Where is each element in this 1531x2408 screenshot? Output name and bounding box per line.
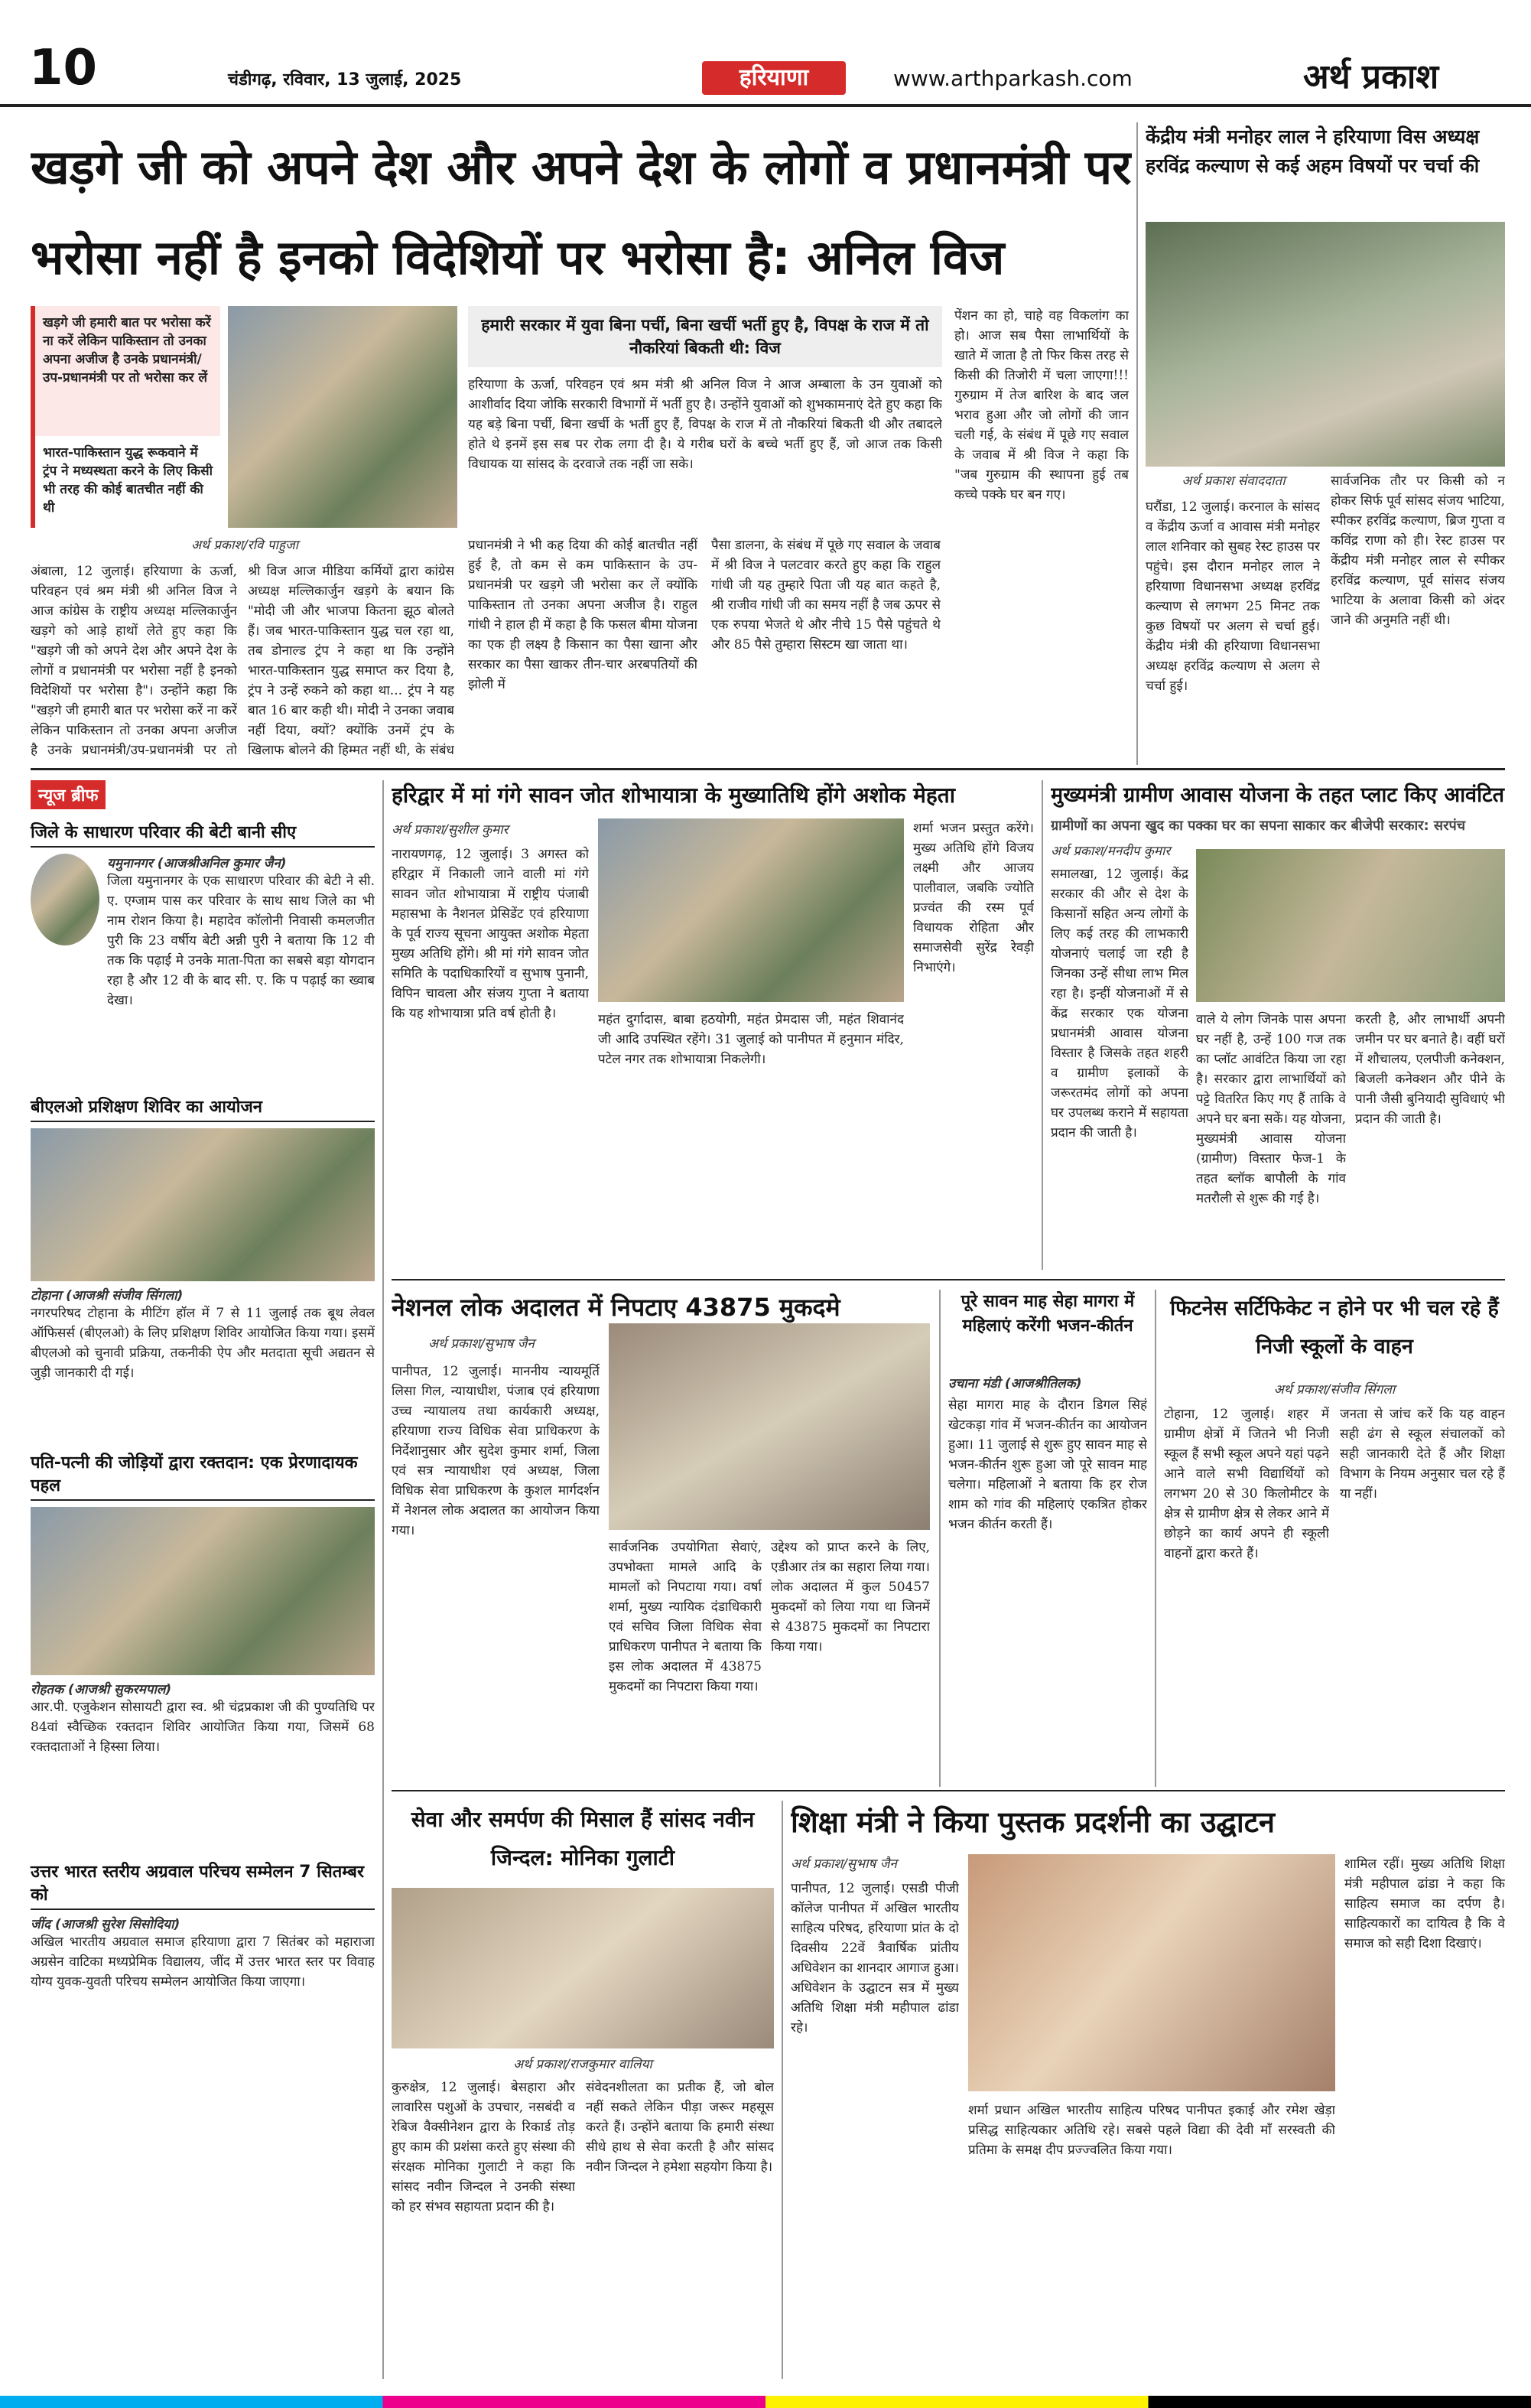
section-label: हरियाणा: [702, 61, 846, 95]
story-byline-jindal: अर्थ प्रकाश/राजकुमार वालिया: [513, 2057, 652, 2072]
right-lead-photo: [1146, 222, 1505, 467]
brief-portrait: [31, 854, 99, 945]
story-body-pustak-2: शर्मा प्रधान अखिल भारतीय साहित्य परिषद पानीपत इकाई और रमेश खेड़ा प्रसिद्ध साहित्यकार अतिथि रहे। सबसे पहले विद्या की देवी माँ सरस्वती की प्रतिमा के समक्ष दीप प्रज्ज्वलित किया गया।: [968, 2103, 1335, 2158]
brief-body: जिला यमुनानगर के एक साधारण परिवार की बेटी ने सी. ए. एग्जाम पास कर परिवार के साथ साथ जिले का भी नाम रोशन किया है। महादेव कॉलोनी निवासी कमलजीत पुरी कि 23 वर्षीय बेटी अन्नी पुरी ने बताया कि 12 वी तक कि पढ़ाई मे उनके माता-पिता का सबसे बड़ा योगदान रहा है और 12 वी के बाद सी. ए. कि प पढ़ाई का ख्वाब देखा।: [107, 874, 375, 1008]
lead-subheadline: हमारी सरकार में युवा बिना पर्ची, बिना खर्ची भर्ती हुए है, विपक्ष के राज में तो नौकरियां बिकती थी: विज: [468, 306, 942, 367]
column-rule: [939, 1290, 941, 1787]
story-photo-jindal: [392, 1888, 774, 2048]
brief-headline: पति-पत्नी की जोड़ियों द्वारा रक्तदान: एक प्रेरणादायक पहल: [31, 1450, 375, 1501]
brief-dateline: टोहाना (आजश्री संजीव सिंगला): [31, 1288, 184, 1303]
website-url[interactable]: www.arthparkash.com: [893, 66, 1133, 91]
section-rule: [392, 1279, 1505, 1280]
column-rule: [782, 1801, 783, 2379]
story-byline-awas: अर्थ प्रकाश/मनदीप कुमार: [1051, 844, 1171, 859]
color-registration-bar: [0, 2396, 1531, 2408]
story-body-mehta-2: महंत दुर्गादास, बाबा हठयोगी, महंत प्रेमदास जी, महंत शिवानंद जी आदि उपस्थित रहेंगे। 31 जुलाई को पानीपत में हनुमान मंदिर, पटेल नगर तक शोभायात्रा निकलेगी।: [598, 1012, 904, 1067]
brief-photo: [31, 1128, 375, 1281]
right-lead-headline: केंद्रीय मंत्री मनोहर लाल ने हरियाणा विस अध्यक्ष हरविंद्र कल्याण से कई अहम विषयों पर चर्चा की: [1146, 125, 1480, 177]
story-byline-mehta: अर्थ प्रकाश/सुशील कुमार: [392, 822, 509, 838]
lead-body-6: पेंशन का हो, चाहे वह विकलांग का हो। आज सब पैसा लाभार्थियों के खाते में जाता है तो फिर किस तरह से किसी की तिजोरी में चला जाएगा!!! गुरुग्राम में तेज बारिश के बाद जल भराव हुआ और जो लोगों की जान चली गई, के संबंध में पूछे गए सवाल के जवाब में श्री विज ने कहा कि "जब गुरुग्राम की स्थापना हुई तब कच्चे पक्के घर बन गए।: [954, 308, 1129, 503]
story-byline-fitness: अर्थ प्रकाश/संजीव सिंगला: [1273, 1382, 1396, 1398]
story-body-fitness-1: टोहाना, 12 जुलाई। शहर में ग्रामीण क्षेत्रों में जितने भी निजी स्कूल हैं सभी स्कूल अपने यहां पढ़ने आने वाले सभी विद्यार्थियों को लगभग 20 से 30 किलोमीटर के क्षेत्र से ग्रामीण क्षेत्र से लेकर आने में छोड़ने का कार्य अपने ही स्कूली वाहनों द्वारा करते हैं।: [1164, 1407, 1329, 1561]
story-body-pustak-1: पानीपत, 12 जुलाई। एसडी पीजी कॉलेज पानीपत में अखिल भारतीय साहित्य परिषद, हरियाणा प्रांत के दो दिवसीय 22वें त्रैवार्षिक प्रांतीय अधिवेशन का शानदार आगाज हुआ। अधिवेशन के उद्घाटन सत्र में मुख्य अतिथि शिक्षा मंत्री महीपाल ढांडा रहे।: [791, 1881, 959, 2035]
lead-photo-caption: अर्थ प्रकाश/रवि पाहुजा: [191, 538, 298, 553]
brief-photo: [31, 1507, 375, 1675]
brief-dateline: जींद (आजश्री सुरेश सिसोदिया): [31, 1917, 180, 1932]
story-subheadline-awas: ग्रामीणों का अपना खुद का पक्का घर का सपना साकार कर बीजेपी सरकार: सरपंच: [1051, 818, 1466, 834]
story-headline-fitness: फिटनेस सर्टिफिकेट न होने पर भी चल रहे हैं निजी स्कूलों के वाहन: [1170, 1297, 1499, 1359]
story-headline-pustak: शिक्षा मंत्री ने किया पुस्तक प्रदर्शनी का उद्घाटन: [791, 1805, 1275, 1839]
brief-headline: जिले के साधारण परिवार की बेटी बानी सीए: [31, 820, 375, 848]
lead-body-3: हरियाणा के ऊर्जा, परिवहन एवं श्रम मंत्री श्री अनिल विज ने आज अम्बाला के उन युवाओं को आशीर्वाद दिया जोकि सरकारी विभागों में भर्ती हुए है। उन्होंने युवाओं को शुभकामनाएं देते हुए कहा कि यह बड़े बिना पर्ची, बिना खर्ची के भर्ती हुए हैं, विपक्ष के राज में तो नौकरियां बिकती थी और तबादले होते थे इनमें इस सब पर रोक लगा दी है। ये गरीब घरों के बच्चे भर्ती हुए हैं, जो आज तक किसी विधायक या सांसद के दरवाजे तक नहीं जा सके।: [468, 377, 942, 472]
story-headline-mehta: हरिद्वार में मां गंगे सावन जोत शोभायात्रा के मुख्यातिथि होंगे अशोक मेहता: [392, 783, 955, 808]
brief-headline: उत्तर भारत स्तरीय अग्रवाल परिचय सम्मेलन 7 सितम्बर को: [31, 1860, 375, 1910]
section-rule: [31, 768, 1505, 770]
story-photo-mehta: [598, 818, 904, 1002]
story-byline-sawan: उचाना मंडी (आजश्रीतिलक): [948, 1376, 1082, 1391]
lead-photo: [228, 306, 457, 528]
right-lead-body-2: सार्वजनिक तौर पर किसी को न होकर सिर्फ पूर्व सांसद संजय भाटिया, स्पीकर हरविंद्र कल्याण, ब्रिज गुप्ता व कविंद्र राणा को ही। रेस्ट हाउस पर केंद्रीय मंत्री मनोहर लाल से स्पीकर हरविंद्र कल्याण, पूर्व सांसद संजय भाटिया के अलावा किसी को अंदर जाने की अनुमति नहीं थी।: [1331, 473, 1505, 628]
column-rule: [1155, 1290, 1156, 1787]
story-body-lok-adalat-2: सार्वजनिक उपयोगिता सेवाएं, उपभोक्ता मामले आदि के मामलों को निपटाया गया। वर्षा शर्मा, मुख्य न्यायिक दंडाधिकारी एवं सचिव जिला विधिक सेवा प्राधिकरण पानीपत ने बताया कि इस लोक अदालत में 43875 मुकदमों का निपटारा किया गया।: [609, 1540, 762, 1694]
news-brief-label: न्यूज ब्रीफ: [31, 780, 106, 809]
story-headline-awas: मुख्यमंत्री ग्रामीण आवास योजना के तहत प्लाट किए आवंटित: [1051, 783, 1505, 807]
story-body-sawan: सेहा मागरा माह के दौरान डिगल सिहं खेटकड़ा गांव में भजन-कीर्तन का आयोजन हुआ। 11 जुलाई से शुरू हुए सावन माह से भजन-कीर्तन शुरू हुआ जो पूरे सावन माह चलेगा। महिलाओं ने बताया कि हर रोज शाम को गांव की महिलाएं एकत्रित होकर भजन कीर्तन करती हैं।: [948, 1398, 1147, 1532]
masthead: [0, 0, 1531, 107]
story-headline-jindal: सेवा और समर्पण की मिसाल हैं सांसद नवीन जिन्दल: मोनिका गुलाटी: [411, 1807, 755, 1870]
story-photo-awas: [1196, 849, 1505, 1002]
brief-body: अखिल भारतीय अग्रवाल समाज हरियाणा द्वारा 7 सितंबर को महाराजा अग्रसेन वाटिका मध्यप्रेमिक विद्यालय, जींद में उत्तर भारत स्तर पर विवाह योग्य युवक-युवती परिचय सम्मेलन आयोजित किया जाएगा।: [31, 1935, 375, 1990]
story-body-mehta-3: शर्मा भजन प्रस्तुत करेंगे। मुख्य अतिथि होंगे विजय लक्ष्मी और आजय पालीवाल, जबकि ज्योति प्रज्वंत की रस्म पूर्व विधायक रोहिता और समाजसेवी सुरेंद्र रेवड़ी निभाएंगे।: [913, 821, 1034, 975]
story-body-mehta-1: नारायणगढ़, 12 जुलाई। 3 अगस्त को हरिद्वार में निकाली जाने वाली मां गंगे सावन जोत शोभायात्रा में राष्ट्रीय पंजाबी महासभा के नैशनल प्रेसिडेंट एवं हरियाणा के पूर्व राज्य सूचना आयुक्त अशोक मेहता मुख्य अतिथि होंगे। श्री मां गंगे सावन जोत समिति के पदाधिकारियों व सुभाष पुनानी, विपिन चावला और संजय गुप्ता ने बताया कि यह शोभायात्रा प्रति वर्ष होती है।: [392, 847, 589, 1021]
right-lead-body-1: घरौंडा, 12 जुलाई। करनाल के सांसद व केंद्रीय ऊर्जा व आवास मंत्री मनोहर लाल शनिवार को सुबह रेस्ट हाउस पर पहुंचे। इस दौरान मनोहर लाल ने हरियाणा विधानसभा अध्यक्ष हरविंद्र कल्याण से लगभग 25 मिनट तक कुछ विषयों पर अलग से चर्चा हुई। केंद्रीय मंत्री की हरियाणा विधानसभा अध्यक्ष हरविंद्र कल्याण से अलग से चर्चा हुई।: [1146, 499, 1320, 694]
story-body-fitness-2: जनता से जांच करें कि यह वाहन सही ढंग से स्कूल संचालकों को सही जानकारी देते हैं और शिक्षा विभाग के नियम अनुसार चल रहे हैं या नहीं।: [1340, 1407, 1505, 1502]
dateline: चंडीगढ़, रविवार, 13 जुलाई, 2025: [228, 70, 462, 89]
brief-dateline: रोहतक (आजश्री सुकरमपाल): [31, 1682, 172, 1697]
brief-headline: बीएलओ प्रशिक्षण शिविर का आयोजन: [31, 1095, 375, 1122]
story-headline-lok-adalat: नेशनल लोक अदालत में निपटाए 43875 मुकदमे: [392, 1293, 840, 1322]
story-photo-lok-adalat: [609, 1323, 930, 1530]
story-body-awas-1: समालखा, 12 जुलाई। केंद्र सरकार की और से देश के किसानों सहित अन्य लोगों के लिए कई तरह की लाभकारी योजनाएं चलाई जा रही है जिनका उन्हें सीधा लाभ मिल रहा है। इन्हीं योजनाओं में से केंद्र सरकार एक योजना प्रधानमंत्री आवास योजना विस्तार है जिसके तहत शहरी व ग्रामीण इलाकों के जरूरतमंद लोगों को अपना घर उपलब्ध कराने में सहायता प्रदान की जाती है।: [1051, 867, 1188, 1141]
newspaper-brand: अर्थ प्रकाश: [1303, 57, 1439, 96]
story-body-lok-adalat-1: पानीपत, 12 जुलाई। माननीय न्यायमूर्ति लिसा गिल, न्यायाधीश, पंजाब एवं हरियाणा उच्च न्यायालय तथा कार्यकारी अध्यक्ष, हरियाणा राज्य विधिक सेवा प्राधिकरण के निर्देशानुसार और सुदेश कुमार शर्मा, जिला एवं सत्र न्यायाधीश एवं अध्यक्ष, जिला विधिक सेवा प्राधिकरण के कुशल मार्गदर्शन में नेशनल लोक अदालत का आयोजन किया गया।: [392, 1364, 600, 1538]
brief-dateline: यमुनानगर (आजश्रीअनिल कुमार जैन): [107, 856, 287, 871]
brief-body: नगरपरिषद टोहाना के मीटिंग हॉल में 7 से 11 जुलाई तक बूथ लेवल ऑफिसर्स (बीएलओ) के लिए प्रशिक्षण शिविर आयोजित किया गया। इसमें बीएलओ को चुनावी प्रक्रिया, तकनीकी ऐप और मतदाता सूची अद्यतन से जुड़ी जानकारी दी गई।: [31, 1306, 375, 1381]
lead-body-5: पैसा डालना, के संबंध में पूछे गए सवाल के जवाब में श्री विज ने पलटवार करते हुए कहा कि राहुल गांधी जी यह तुम्हारे पिता जी यह बात कहते है, श्री राजीव गांधी जी का समय नहीं है जब ऊपर से एक रुपया भेजते थे और नीचे 15 पैसे पहुंचते थे और 85 पैसे तुम्हारा सिस्टम खा जाता था।: [711, 538, 941, 652]
page-number: 10: [29, 40, 98, 96]
story-body-awas-3: करती है, और लाभार्थी अपनी जमीन पर घर बनाते है। वहीं घरों में शौचालय, एलपीजी कनेक्शन, बिजली कनेक्शन और पीने के पानी जैसी बुनियादी सुविधाएं भी प्रदान की जाती है।: [1355, 1012, 1505, 1127]
lead-body-1: अंबाला, 12 जुलाई। हरियाणा के ऊर्जा, परिवहन एवं श्रम मंत्री श्री अनिल विज ने आज कांग्रेस के राष्ट्रीय अध्यक्ष मल्लिकार्जुन खड़गे को आड़े हाथों लेते हुए कहा कि "खड़गे जी को अपने देश और अपने देश के लोगों व प्रधानमंत्री पर भरोसा नहीं है इनको विदेशियों पर भरोसा है"। उन्होंने कहा कि "खड़गे जी हमारी बात पर भरोसा करें ना करें लेकिन पाकिस्तान तो उनका अपना अजीज है उनके प्रधानमंत्री/उप-प्रधानमंत्री पर तो: [31, 564, 237, 758]
story-photo-pustak: [968, 1854, 1335, 2091]
column-rule: [1136, 122, 1138, 765]
story-body-awas-2: वाले ये लोग जिनके पास अपना घर नहीं है, उन्हें 100 गज तक का प्लॉट आवंटित किया जा रहा है। सरकार द्वारा लाभार्थियों को पट्टे वितरित किए गए हैं ताकि वे अपने घर बना सकें। यह योजना, मुख्यमंत्री आवास योजना (ग्रामीण) विस्तार फेज-1 के तहत ब्लॉक बापौली के गांव मतरौली से शुरू की गई है।: [1196, 1012, 1346, 1206]
section-rule: [392, 1790, 1505, 1791]
lead-quote-secondary: भारत-पाकिस्तान युद्ध रूकवाने में ट्रंप ने मध्यस्थता करने के लिए किसी भी तरह की कोई बातचीत नहीं की थी: [31, 436, 220, 528]
story-byline-lok-adalat: अर्थ प्रकाश/सुभाष जैन: [428, 1336, 535, 1352]
story-byline-pustak: अर्थ प्रकाश/सुभाष जैन: [791, 1856, 897, 1872]
story-body-jindal-1: कुरुक्षेत्र, 12 जुलाई। बेसहारा और लावारिस पशुओं के उपचार, नसबंदी व रेबिज वैक्सीनेशन द्वारा के रिकार्ड तोड़ हुए काम की प्रशंसा करते हुए संस्था की संरक्षक मोनिका गुलाटी ने कहा कि सांसद नवीन जिन्दल ने उनकी संस्था को हर संभव सहायता प्रदान की है।: [392, 2080, 575, 2214]
right-lead-caption: अर्थ प्रकाश संवाददाता: [1182, 473, 1286, 489]
brief-body: आर.पी. एजुकेशन सोसायटी द्वारा स्व. श्री चंद्रप्रकाश जी की पुण्यतिथि पर 84वां स्वैच्छिक रक्तदान शिविर आयोजित किया गया, जिसमें 68 रक्तदाताओं ने हिस्सा लिया।: [31, 1700, 375, 1755]
lead-headline: खड़गे जी को अपने देश और अपने देश के लोगों व प्रधानमंत्री पर भरोसा नहीं है इनको विदेशियों पर भरोसा है: अनिल विज: [31, 139, 1132, 285]
column-rule: [382, 780, 384, 2379]
story-headline-sawan: पूरे सावन माह सेहा मागरा में महिलाएं करेंगी भजन-कीर्तन: [961, 1292, 1135, 1336]
story-body-jindal-2: संवेदनशीलता का प्रतीक हैं, जो बोल नहीं सकते लेकिन पीड़ा जरूर महसूस करते हैं। उन्होंने बताया कि हमारी संस्था सीधे हाथ से सेवा करती है और सांसद नवीन जिन्दल ने हमेशा सहयोग किया है।: [586, 2080, 774, 2175]
lead-body-4: प्रधानमंत्री ने भी कह दिया की कोई बातचीत नहीं हुई है, तो कम से कम पाकिस्तान के उप-प्रधानमंत्री पर खड़गे जी भरोसा कर लें क्योंकि पाकिस्तान तो उनका अपना अजीज है। राहुल गांधी ने हाल ही में कहा है कि फसल बीमा योजना का एक ही लक्ष्य है किसान का पैसा खाना और सरकार का पैसा खाकर तीन-चार अरबपतियों की झोली में: [468, 538, 697, 692]
lead-quote: खड़गे जी हमारी बात पर भरोसा करें ना करें लेकिन पाकिस्तान तो उनका अपना अजीज है उनके प्रधानमंत्री/उप-प्रधानमंत्री पर तो भरोसा कर लें: [31, 306, 220, 436]
news-brief-column: [31, 780, 375, 2387]
story-body-pustak-3: शामिल रहीं। मुख्य अतिथि शिक्षा मंत्री महीपाल ढांडा ने कहा कि साहित्य समाज का दर्पण है। साहित्यकारों का दायित्व है कि वे समाज को सही दिशा दिखाएं।: [1344, 1856, 1505, 1951]
story-body-lok-adalat-3: उद्देश्य को प्राप्त करने के लिए, एडीआर तंत्र का सहारा लिया गया। लोक अदालत में कुल 50457 मुकदमों को लिया गया था जिनमें से 43875 मुकदमों का निपटारा किया गया।: [771, 1540, 930, 1655]
column-rule: [1042, 780, 1043, 1270]
lead-body-2: श्री विज आज मीडिया कर्मियों द्वारा कांग्रेस अध्यक्ष मल्लिकार्जुन खड़गे के बयान कि "मोदी जी और भाजपा कितना झूठ बोलते हैं। जब भारत-पाकिस्तान युद्ध चल रहा था, तब डोनाल्ड ट्रंप ने कहा था कि उन्होंने भारत-पाकिस्तान युद्ध समाप्त कर दिया है, ट्रंप ने उन्हें रुकने को कहा था... ट्रंप ने यह बात 16 बार कही थी। मोदी ने उनका जवाब नहीं दिया, क्यों? क्योंकि उनमें ट्रंप के खिलाफ बोलने की हिम्मत नहीं थी, के संबंध: [248, 564, 454, 758]
